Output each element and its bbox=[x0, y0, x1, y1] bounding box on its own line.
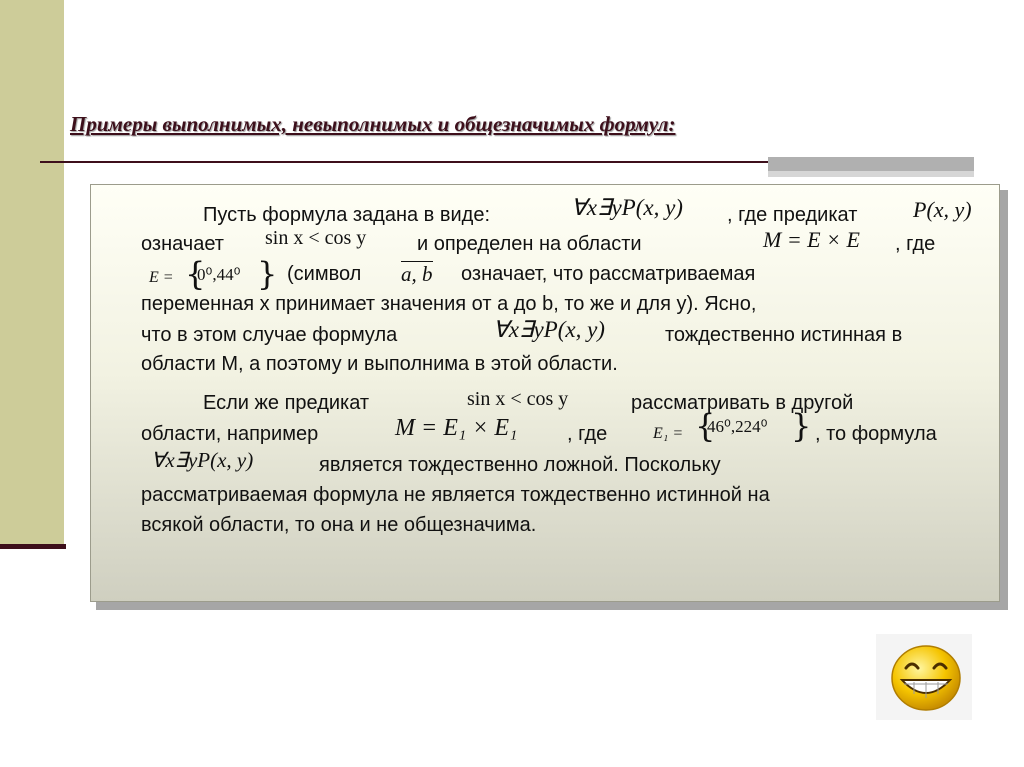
p2-line2-set-body: 46⁰,224⁰ bbox=[707, 417, 768, 436]
p1-line3-brace-left: { bbox=[185, 255, 206, 293]
p1-line1-predicate: P(x, y) bbox=[913, 197, 972, 222]
p1-line2-region: M = E × E bbox=[763, 227, 860, 252]
p2-line1-text-b: рассматривать в другой bbox=[631, 392, 854, 414]
p1-line4: переменная x принимает значения от a до b, то же и для y). Ясно, bbox=[141, 293, 757, 315]
slide-title: Примеры выполнимых, невыполнимых и общезначимых формул: bbox=[70, 112, 676, 136]
p1-line2-text-a: означает bbox=[141, 233, 224, 255]
p1-line1-formula: ∀x∃yP(x, y) bbox=[571, 195, 683, 220]
p2-line2-text-b: , где bbox=[567, 423, 608, 445]
content-panel bbox=[90, 184, 1000, 602]
p1-line2-formula: sin x < cos y bbox=[265, 227, 367, 249]
p2-line2-region: M = E₁ × E₁ bbox=[395, 415, 518, 441]
p2-line2-brace-left: { bbox=[695, 407, 716, 445]
p2-line3-text-a: является тождественно ложной. Поскольку bbox=[319, 454, 721, 476]
p1-line2-text-c: , где bbox=[895, 233, 936, 255]
title-accent-bar bbox=[768, 157, 974, 171]
p1-line3-text-a: (символ bbox=[287, 263, 362, 285]
p1-line3-brace-right: } bbox=[257, 255, 278, 293]
p1-line5-text-a: что в этом случае формула bbox=[141, 324, 398, 346]
p2-line3-formula: ∀x∃yP(x, y) bbox=[151, 448, 254, 472]
p2-line2-brace-right: } bbox=[791, 407, 812, 445]
p1-line3-text-b: означает, что рассматриваемая bbox=[461, 263, 756, 285]
p2-line4: рассматриваемая формула не является тождественно истинной на bbox=[141, 484, 770, 506]
p2-line2-text-a: области, например bbox=[141, 423, 319, 445]
p1-line3-set-body: 0⁰,44⁰ bbox=[197, 265, 241, 284]
title-accent-bar-light bbox=[768, 171, 974, 177]
p1-line5-formula: ∀x∃yP(x, y) bbox=[493, 317, 605, 342]
left-decor-stripe bbox=[0, 0, 64, 546]
p2-line2-text-c: , то формула bbox=[815, 423, 937, 445]
p1-line1-text-a: Пусть формула задана в виде: bbox=[203, 204, 491, 226]
p1-line3-set-prefix: E = bbox=[149, 269, 174, 286]
p2-line2-set-prefix: E₁ = bbox=[653, 425, 684, 442]
p1-line2-text-b: и определен на области bbox=[417, 233, 642, 255]
p1-line5-text-b: тождественно истинная в bbox=[665, 324, 903, 346]
p1-line3-symbol: a, b bbox=[401, 262, 433, 286]
p2-line1-text-a: Если же предикат bbox=[203, 392, 370, 414]
p2-line1-formula: sin x < cos y bbox=[467, 388, 569, 410]
left-decor-line bbox=[0, 544, 66, 549]
p1-line6: области М, а поэтому и выполнима в этой области. bbox=[141, 353, 618, 375]
p1-line1-text-b: , где предикат bbox=[727, 204, 858, 226]
p2-line5: всякой области, то она и не общезначима. bbox=[141, 514, 537, 536]
smiley-face-icon bbox=[888, 642, 964, 714]
